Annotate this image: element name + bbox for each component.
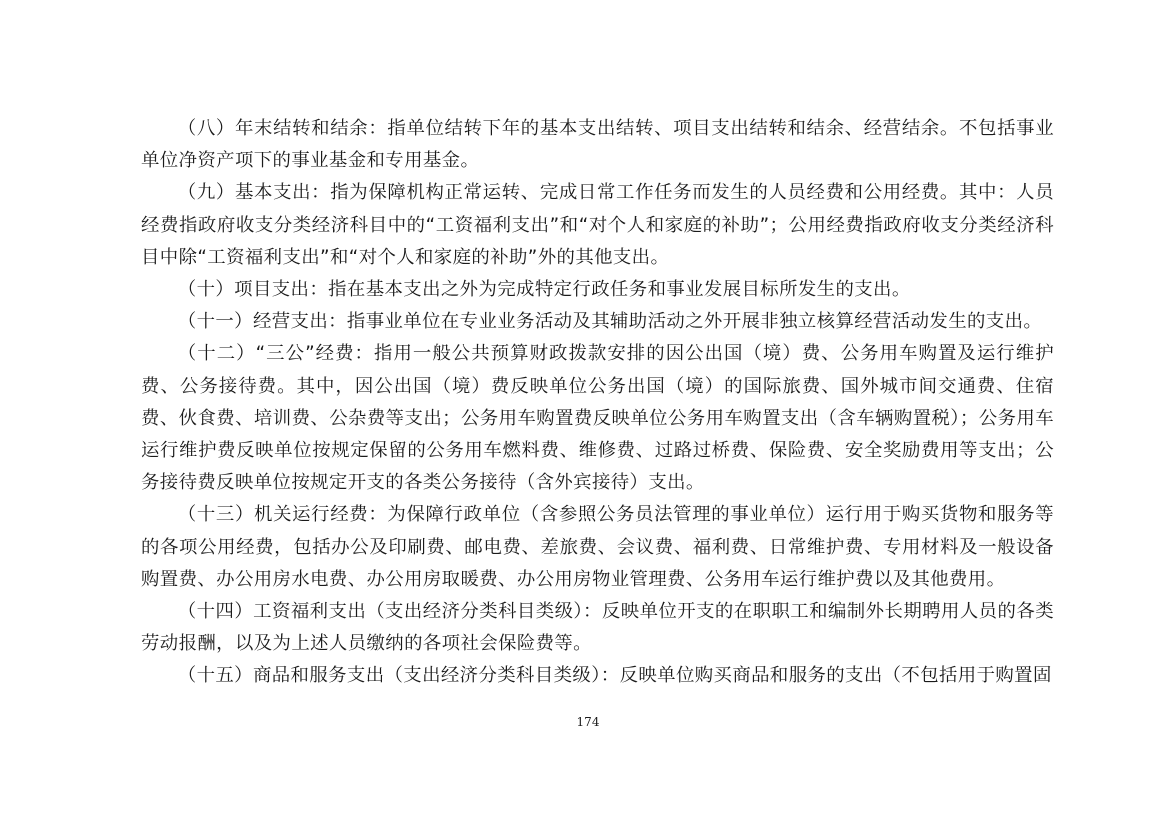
paragraph-three-public-expenses: （十二）“三公”经费：指用一般公共预算财政拨款安排的因公出国（境）费、公务用车购置及运行维护费、公务接待费。其中，因公出国（境）费反映单位公务出国（境）的国际旅费、国外城市间交通费、住宿费、伙食费、培训费、公杂费等支出；公务用车购置费反映单位公务用车购置支出（含车辆购置税）；公务用车运行维护费反映单位按规定保留的公务用车燃料费、维修费、过路过桥费、保险费、安全奖励费用等支出；公务接待费反映单位按规定开支的各类公务接待（含外宾接待）支出。 (141, 343, 1054, 494)
page-number: 174 (576, 715, 600, 729)
paragraph-year-end-carryover: （八）年末结转和结余：指单位结转下年的基本支出结转、项目支出结转和结余、经营结余。不包括事业单位净资产项下的事业基金和专用基金。 (141, 118, 1054, 172)
paragraph-goods-services: （十五）商品和服务支出（支出经济分类科目类级）：反映单位购买商品和服务的支出（不包括用于购置固 (177, 665, 1052, 687)
paragraph-basic-expenditure: （九）基本支出：指为保障机构正常运转、完成日常工作任务而发生的人员经费和公用经费。其中：人员经费指政府收支分类经济科目中的“工资福利支出”和“对个人和家庭的补助”；公用经费指政府收支分类经济科目中除“工资福利支出”和“对个人和家庭的补助”外的其他支出。 (141, 182, 1054, 268)
paragraph-wages-welfare: （十四）工资福利支出（支出经济分类科目类级）：反映单位开支的在职职工和编制外长期聘用人员的各类劳动报酬，以及为上述人员缴纳的各项社会保险费等。 (141, 601, 1054, 655)
paragraph-agency-operating-costs: （十三）机关运行经费：为保障行政单位（含参照公务员法管理的事业单位）运行用于购买货物和服务等的各项公用经费，包括办公及印刷费、邮电费、差旅费、会议费、福利费、日常维护费、专用材料及一般设备购置费、办公用房水电费、办公用房取暖费、办公用房物业管理费、公务用车运行维护费以及其他费用。 (141, 504, 1054, 590)
paragraph-project-expenditure: （十）项目支出：指在基本支出之外为完成特定行政任务和事业发展目标所发生的支出。 (177, 279, 911, 301)
document-body (141, 113, 1054, 693)
paragraph-operating-expenditure: （十一）经营支出：指事业单位在专业业务活动及其辅助活动之外开展非独立核算经营活动发生的支出。 (177, 311, 1043, 333)
